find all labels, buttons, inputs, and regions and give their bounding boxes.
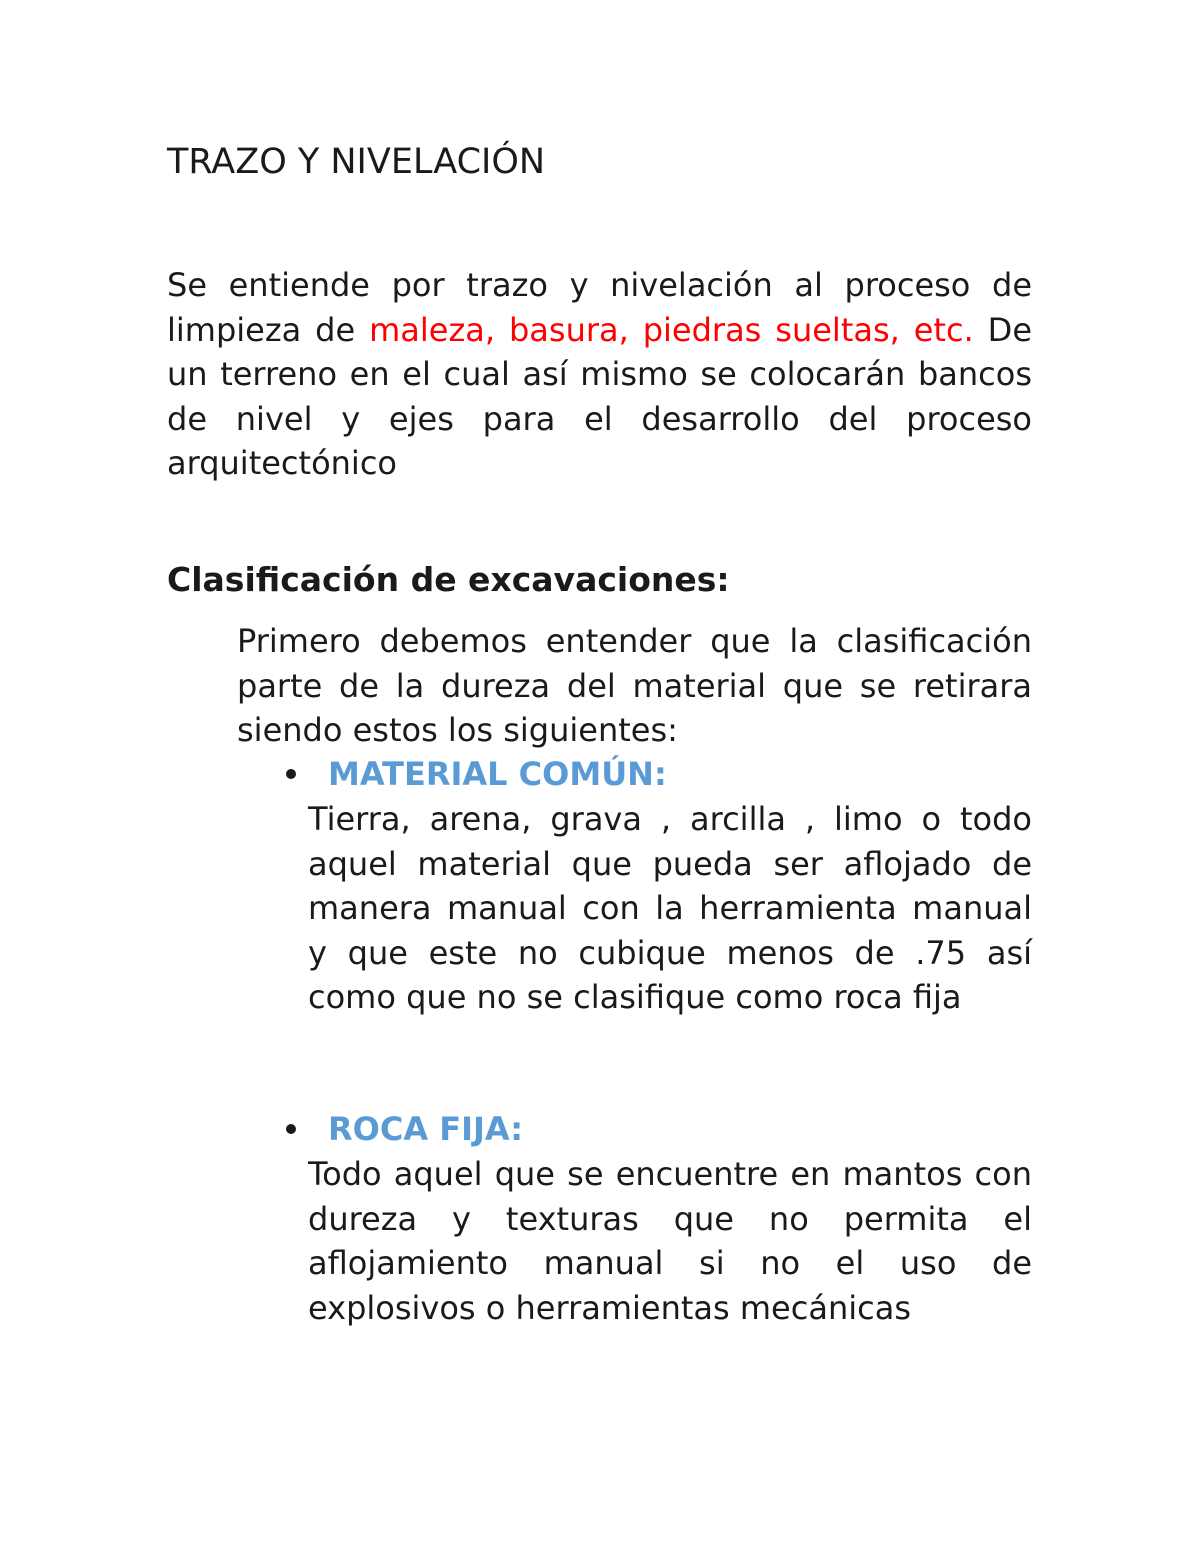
intro-text-start: Se entiende por trazo y nivelación al proceso de limpieza de [167, 266, 1032, 349]
list-item-title: MATERIAL COMÚN: [328, 755, 667, 793]
classification-heading: Clasificación de excavaciones: [167, 560, 730, 599]
bullet-icon [286, 1124, 296, 1134]
intro-text-end: De un terreno en el cual así mismo se colocarán bancos de nivel y ejes para el desarrollo del proceso arquitectónico [167, 310, 1033, 482]
bullet-icon [286, 769, 296, 779]
list-item-material-comun [308, 752, 1032, 1020]
intro-paragraph [167, 263, 1032, 486]
list-item-header [308, 1107, 1032, 1151]
document-title: TRAZO Y NIVELACIÓN [167, 142, 546, 182]
intro-highlight: maleza, basura, piedras sueltas, etc. [369, 310, 974, 349]
list-item-description: Todo aquel que se encuentre en mantos con dureza y texturas que no permita el aflojamiento manual si no el uso de explosivos o herramientas mecánicas [308, 1155, 1032, 1327]
list-item-title: ROCA FIJA: [328, 1110, 524, 1148]
list-item-roca-fija [308, 1107, 1032, 1330]
list-item-description: Tierra, arena, grava , arcilla , limo o todo aquel material que pueda ser aflojado de manera manual con la herramienta manual y que este no cubique menos de .75 así como que no se clasifique como roca fija [308, 800, 1032, 1016]
list-item-header [308, 752, 1032, 796]
classification-intro: Primero debemos entender que la clasificación parte de la dureza del material que se retirara siendo estos los siguientes: [237, 622, 1032, 749]
